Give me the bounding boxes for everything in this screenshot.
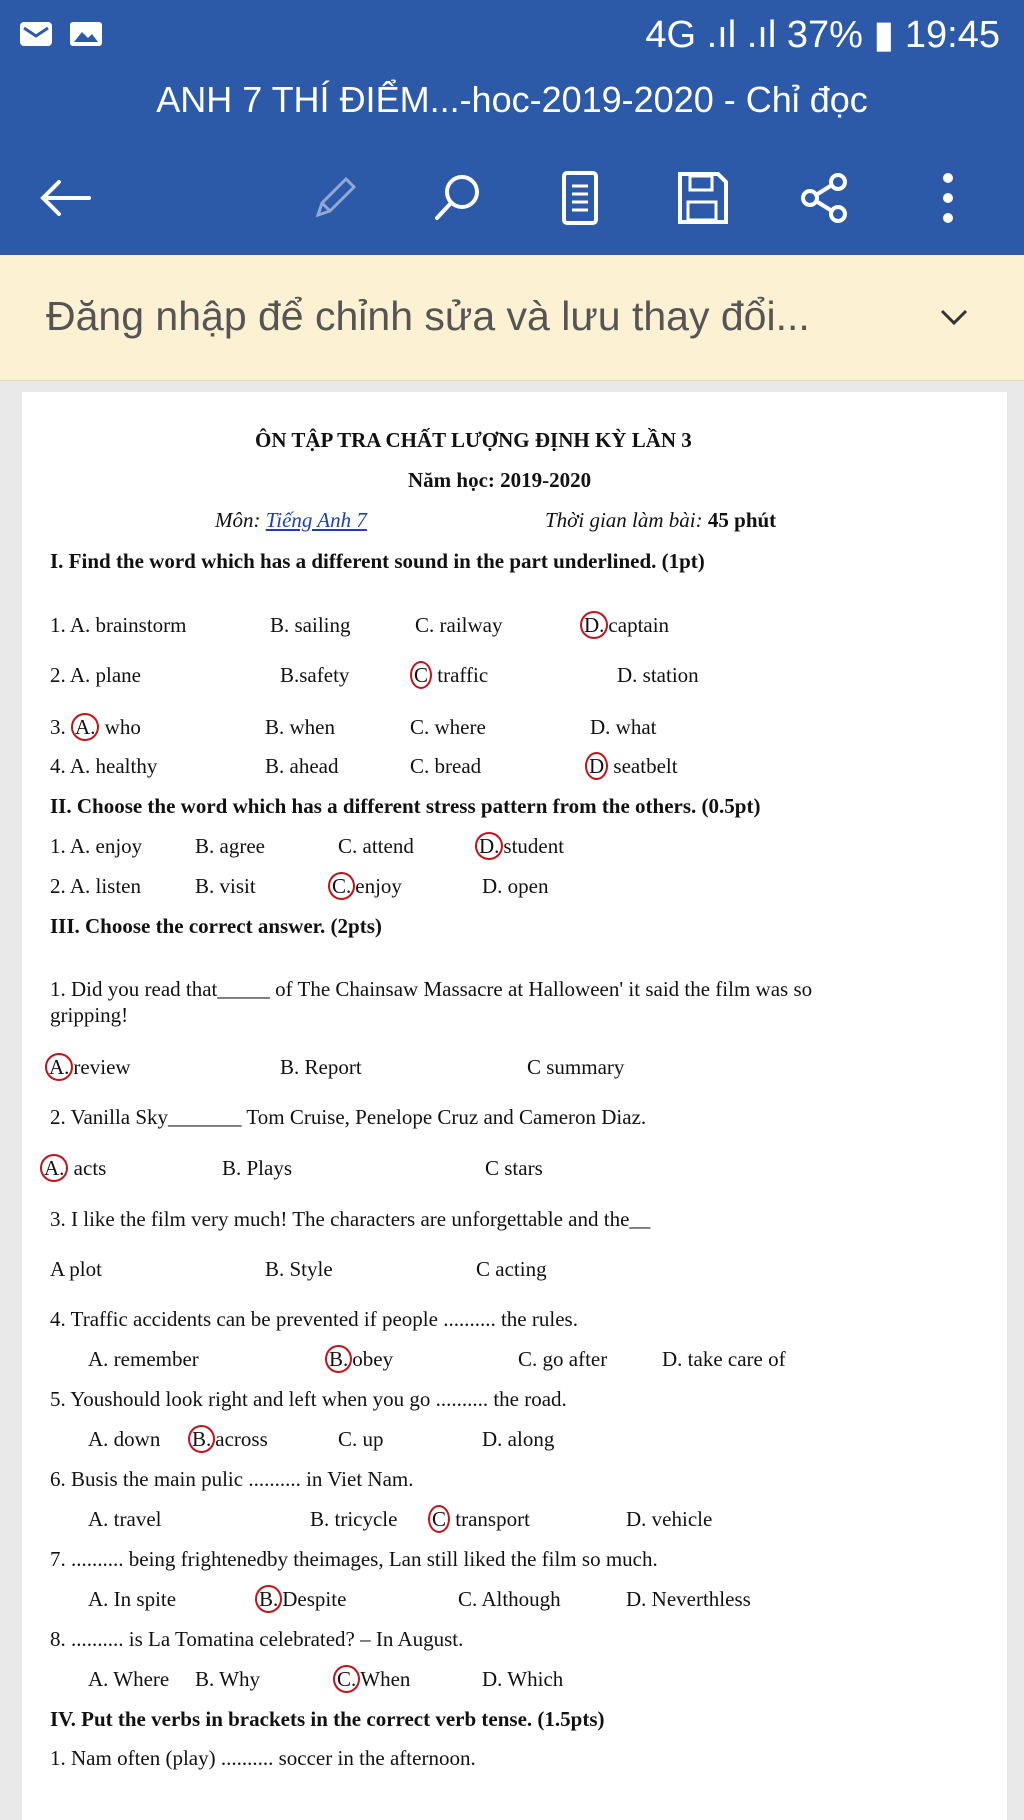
subject-line xyxy=(215,508,367,533)
option-text: who xyxy=(104,715,141,739)
answer-circle: C. xyxy=(333,1665,360,1693)
q3-1-text-cont: gripping! xyxy=(50,1003,129,1027)
q3-8-text: 8. .......... is La Tomatina celebrated? – In August. xyxy=(50,1627,464,1651)
q2-1-a: 1. A. enjoy xyxy=(50,834,143,858)
q2-1-d xyxy=(475,832,564,860)
q1-3-d: D. what xyxy=(590,715,657,739)
answer-circle: A. xyxy=(45,1053,73,1081)
q1-4-a: 4. A. healthy xyxy=(50,754,158,778)
q3-5-c: C. up xyxy=(338,1427,384,1451)
status-indicators: 4G .ıl .ıl 37% ▮ 19:45 xyxy=(645,14,1000,56)
q3-7-a: A. In spite xyxy=(88,1587,177,1611)
option-text: transport xyxy=(455,1507,530,1531)
q1-1-a: 1. A. brainstorm xyxy=(50,613,187,637)
q3-5-d: D. along xyxy=(482,1427,555,1451)
option-text: review xyxy=(73,1055,131,1079)
q3-8-c xyxy=(333,1665,410,1693)
answer-circle: A. xyxy=(71,713,99,741)
q3-7-text: 7. .......... being frightenedby theimages, Lan still liked the film so much. xyxy=(50,1547,658,1571)
option-text: When xyxy=(360,1667,411,1691)
q3-1-a xyxy=(45,1053,131,1081)
q1-1-d xyxy=(580,611,669,639)
q3-1-c: C summary xyxy=(527,1055,625,1079)
answer-circle: D. xyxy=(475,832,503,860)
option-text: obey xyxy=(352,1347,394,1371)
q2-2-a: 2. A. listen xyxy=(50,874,142,898)
q3-6-d: D. vehicle xyxy=(626,1507,713,1531)
school-year: Năm học: 2019-2020 xyxy=(408,468,592,492)
q1-3-b: B. when xyxy=(265,715,335,739)
answer-circle: D. xyxy=(580,611,608,639)
time-value: 45 phút xyxy=(707,508,777,532)
option-text: captain xyxy=(608,613,670,637)
option-text: acts xyxy=(73,1156,107,1180)
subject-label: Môn: xyxy=(215,508,266,532)
q3-8-b: B. Why xyxy=(195,1667,260,1691)
q2-1-c: C. attend xyxy=(338,834,414,858)
q3-7-d: D. Neverthless xyxy=(626,1587,751,1611)
q1-3-c: C. where xyxy=(410,715,486,739)
q3-5-b xyxy=(188,1425,268,1453)
section-4-title: IV. Put the verbs in brackets in the correct verb tense. (1.5pts) xyxy=(50,1707,605,1731)
q3-8-a: A. Where xyxy=(88,1667,170,1691)
q3-4-a: A. remember xyxy=(88,1347,199,1371)
section-2-title: II. Choose the word which has a different stress pattern from the others. (0.5pt) xyxy=(50,794,761,818)
q3-6-a: A. travel xyxy=(88,1507,162,1531)
option-text: Despite xyxy=(282,1587,347,1611)
answer-circle: B. xyxy=(255,1585,282,1613)
q3-4-d: D. take care of xyxy=(662,1347,786,1371)
q3-4-c: C. go after xyxy=(518,1347,608,1371)
q1-2-b: B.safety xyxy=(280,663,350,687)
q3-6-b: B. tricycle xyxy=(310,1507,398,1531)
q3-6-text: 6. Busis the main pulic .......... in Viet Nam. xyxy=(50,1467,414,1491)
answer-circle: D xyxy=(585,752,608,780)
q1-1-c: C. railway xyxy=(415,613,503,637)
q1-4-b: B. ahead xyxy=(265,754,339,778)
answer-circle: C xyxy=(410,661,432,689)
answer-circle: B. xyxy=(325,1345,352,1373)
section-3-title: III. Choose the correct answer. (2pts) xyxy=(50,914,382,938)
q2-2-d: D. open xyxy=(482,874,549,898)
doc-heading: ÔN TẬP TRA CHẤT LƯỢNG ĐỊNH KỲ LẦN 3 xyxy=(255,428,692,452)
q3-7-b xyxy=(255,1585,346,1613)
q3-8-d: D. Which xyxy=(482,1667,564,1691)
option-text: enjoy xyxy=(355,874,402,898)
q1-1-b: B. sailing xyxy=(270,613,351,637)
question-number: 3. xyxy=(50,715,66,739)
q3-3-b: B. Style xyxy=(265,1257,333,1281)
subject-link[interactable]: Tiếng Anh 7 xyxy=(265,508,367,532)
document-title: ANH 7 THÍ ĐIỂM...-hoc-2019-2020 - Chỉ đọc xyxy=(0,75,1024,140)
q2-2-b: B. visit xyxy=(195,874,256,898)
q1-4-d xyxy=(585,752,678,780)
answer-circle: C xyxy=(428,1505,450,1533)
q3-6-c xyxy=(428,1505,530,1533)
q4-1-text: 1. Nam often (play) .......... soccer in the afternoon. xyxy=(50,1746,476,1770)
q3-3-text: 3. I like the film very much! The characters are unforgettable and the__ xyxy=(50,1207,651,1231)
option-text: student xyxy=(503,834,565,858)
banner-text: Đăng nhập để chỉnh sửa và lưu thay đổi... xyxy=(46,293,810,339)
q3-2-c: C stars xyxy=(485,1156,543,1180)
answer-circle: A. xyxy=(40,1154,68,1182)
answer-circle: B. xyxy=(188,1425,215,1453)
q3-7-c: C. Although xyxy=(458,1587,561,1611)
q3-5-text: 5. Youshould look right and left when you go .......... the road. xyxy=(50,1387,567,1411)
q1-4-c: C. bread xyxy=(410,754,482,778)
q3-1-b: B. Report xyxy=(280,1055,362,1079)
option-text: seatbelt xyxy=(613,754,678,778)
q3-1-text: 1. Did you read that_____ of The Chainsaw Massacre at Halloween' it said the film was so xyxy=(50,977,813,1001)
q2-2-c xyxy=(328,872,402,900)
answer-circle: C. xyxy=(328,872,355,900)
q3-2-text: 2. Vanilla Sky_______ Tom Cruise, Penelope Cruz and Cameron Diaz. xyxy=(50,1105,647,1129)
q3-3-a: A plot xyxy=(50,1257,102,1281)
time-label: Thời gian làm bài: xyxy=(545,508,708,532)
q3-3-c: C acting xyxy=(476,1257,547,1281)
q1-2-c xyxy=(410,661,488,689)
section-1-title: I. Find the word which has a different sound in the part underlined. (1pt) xyxy=(50,549,705,573)
q3-4-text: 4. Traffic accidents can be prevented if people .......... the rules. xyxy=(50,1307,578,1331)
q3-4-b xyxy=(325,1345,393,1373)
q3-2-b: B. Plays xyxy=(222,1156,293,1180)
q3-5-a: A. down xyxy=(88,1427,161,1451)
option-text: traffic xyxy=(437,663,489,687)
q1-2-d: D. station xyxy=(617,663,699,687)
q3-2-a xyxy=(40,1154,106,1182)
option-text: across xyxy=(215,1427,268,1451)
q1-2-a: 2. A. plane xyxy=(50,663,141,687)
q1-3-a xyxy=(50,713,141,741)
q2-1-b: B. agree xyxy=(195,834,265,858)
time-line xyxy=(545,508,776,533)
